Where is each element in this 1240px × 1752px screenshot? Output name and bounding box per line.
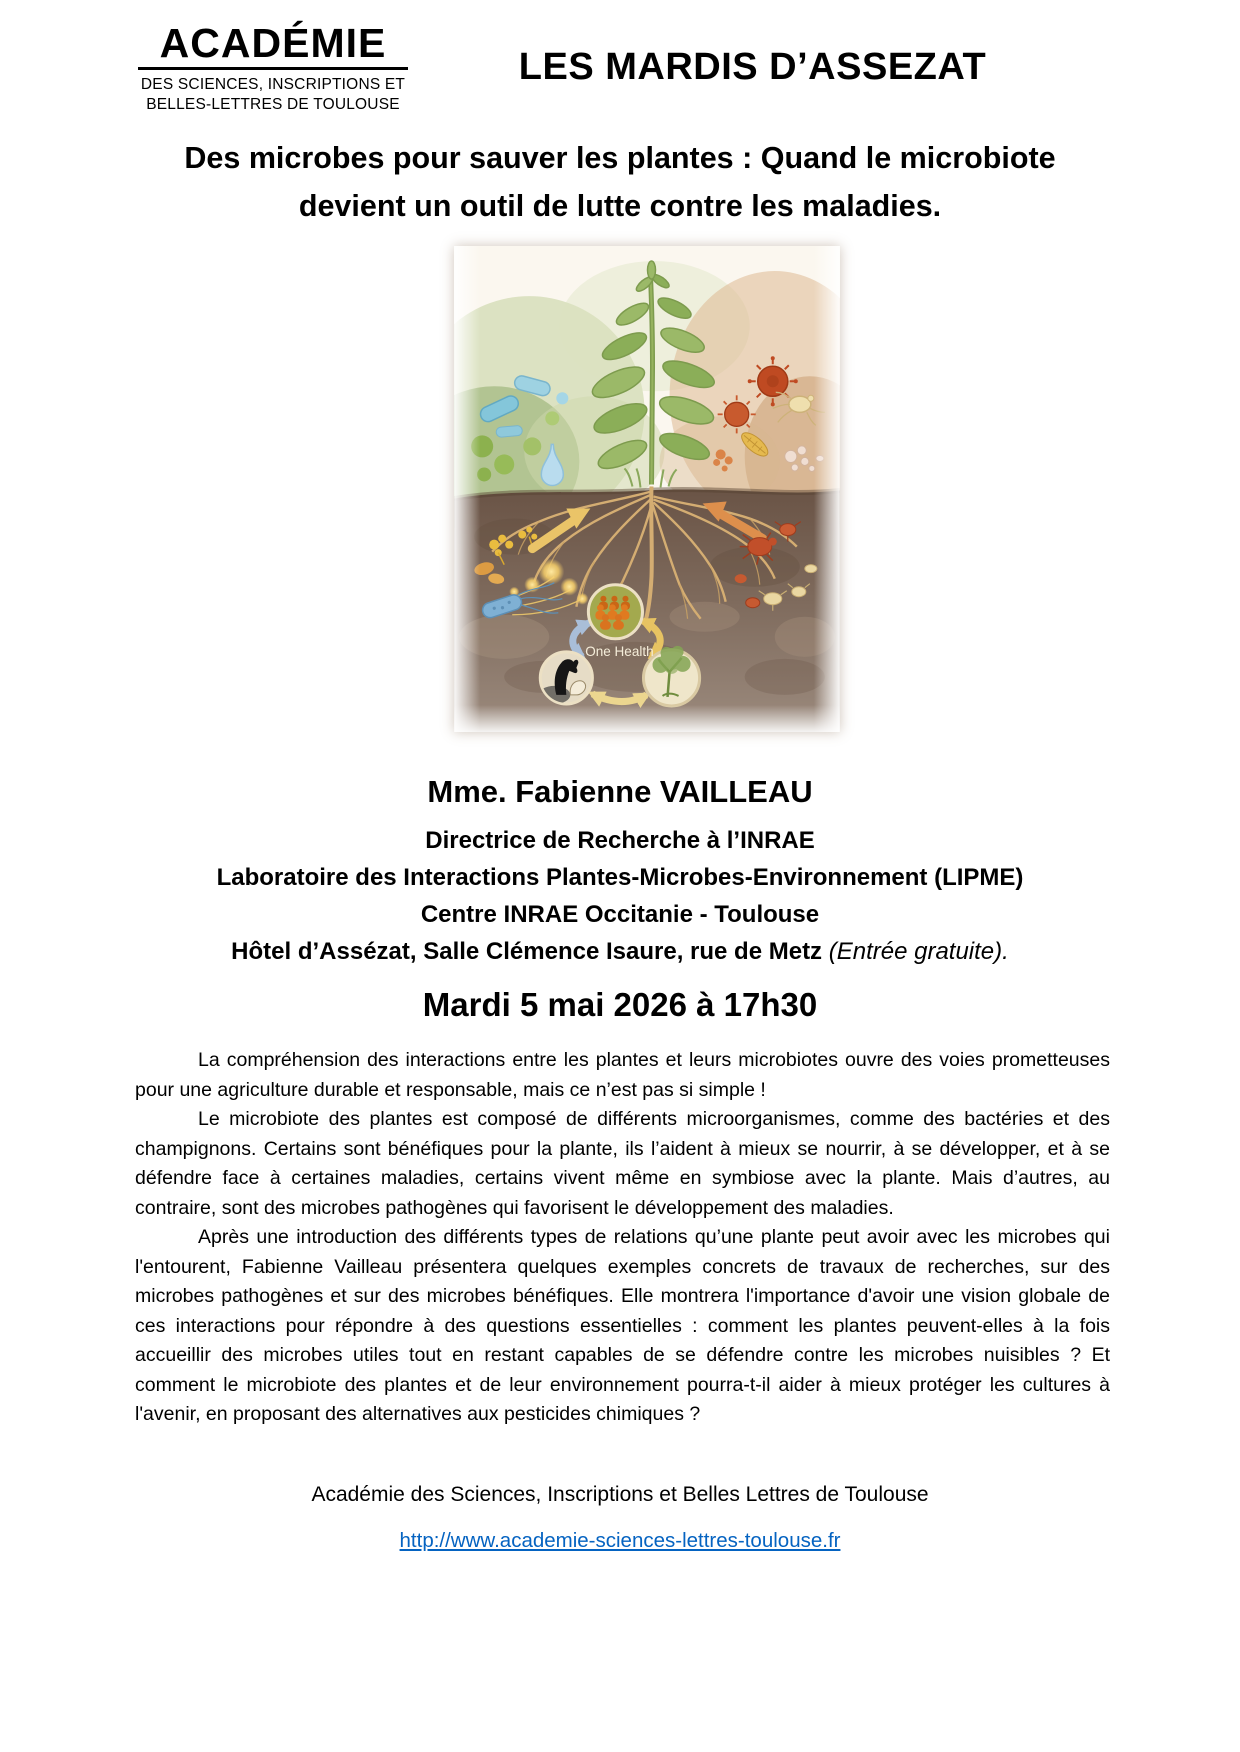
abstract [135,1046,1110,1430]
header [0,0,1240,122]
abstract-paragraph-1: La compréhension des interactions entre les plantes et leurs microbiotes ouvre des voies prometteuses pour une agriculture durable et responsable, mais ce n’est pas si simple ! [135,1049,1110,1101]
plant-microbiome-illustration [454,246,840,732]
academy-logo [138,20,408,114]
speaker-center: Centre INRAE Occitanie - Toulouse [420,901,820,928]
venue: Hôtel d’Assézat, Salle Clémence Isaure, rue de Metz [231,938,823,965]
footer-website-link[interactable]: http://www.academie-sciences-lettres-toulouse.fr [399,1528,841,1552]
event-illustration [454,246,840,732]
footer [0,1482,1240,1553]
series-title: LES MARDIS D’ASSEZAT [518,46,987,88]
venue-line [0,933,1240,970]
logo-title: ACADÉMIE [138,20,408,70]
event-title-line2: devient un outil de lutte contre les maladies. [298,189,942,223]
one-health-label: One Health [585,643,654,659]
speaker-lab: Laboratoire des Interactions Plantes-Microbes-Environnement (LIPME) [216,864,1024,891]
speaker-name: Mme. Fabienne VAILLEAU [427,774,813,809]
event-title [40,134,1200,230]
event-title-line1: Des microbes pour sauver les plantes : Quand le microbiote [184,141,1056,175]
logo-subtitle-line1: DES SCIENCES, INSCRIPTIONS ET [140,76,406,93]
venue-note: (Entrée gratuite). [828,938,1009,965]
speaker-block [0,772,1240,970]
footer-organization: Académie des Sciences, Inscriptions et Belles Lettres de Toulouse [311,1482,929,1506]
speaker-role: Directrice de Recherche à l’INRAE [425,827,815,854]
event-datetime: Mardi 5 mai 2026 à 17h30 [422,986,818,1023]
abstract-paragraph-3: Après une introduction des différents types de relations qu’une plante peut avoir avec les microbes qui l'entourent, Fabienne Vailleau présentera quelques exemples concrets de travaux de recherches, sur des microbes pathogènes et sur des microbes bénéfiques. Elle montrera l'importance d'avoir une vision globale de ces interactions pour répondre à des questions essentielles : comment les plantes peuvent-elles à la fois accueillir des microbes utiles tout en restant capables de se défendre contre les microbes nuisibles ? Et comment le microbiote des plantes et de leur environnement pourra-t-il aider à mieux protéger les cultures à l'avenir, en proposant des alternatives aux pesticides chimiques ? [135,1226,1110,1425]
abstract-paragraph-2: Le microbiote des plantes est composé de différents microorganismes, comme des bactéries et des champignons. Certains sont bénéfiques pour la plante, ils l’aident à mieux se nourrir, à se développer, et à se défendre face à certaines maladies, certains vivent même en symbiose avec la plante. Mais d’autres, au contraire, sont des microbes pathogènes qui favorisent le développement des maladies. [135,1108,1110,1219]
logo-subtitle-line2: BELLES-LETTRES DE TOULOUSE [146,95,400,113]
